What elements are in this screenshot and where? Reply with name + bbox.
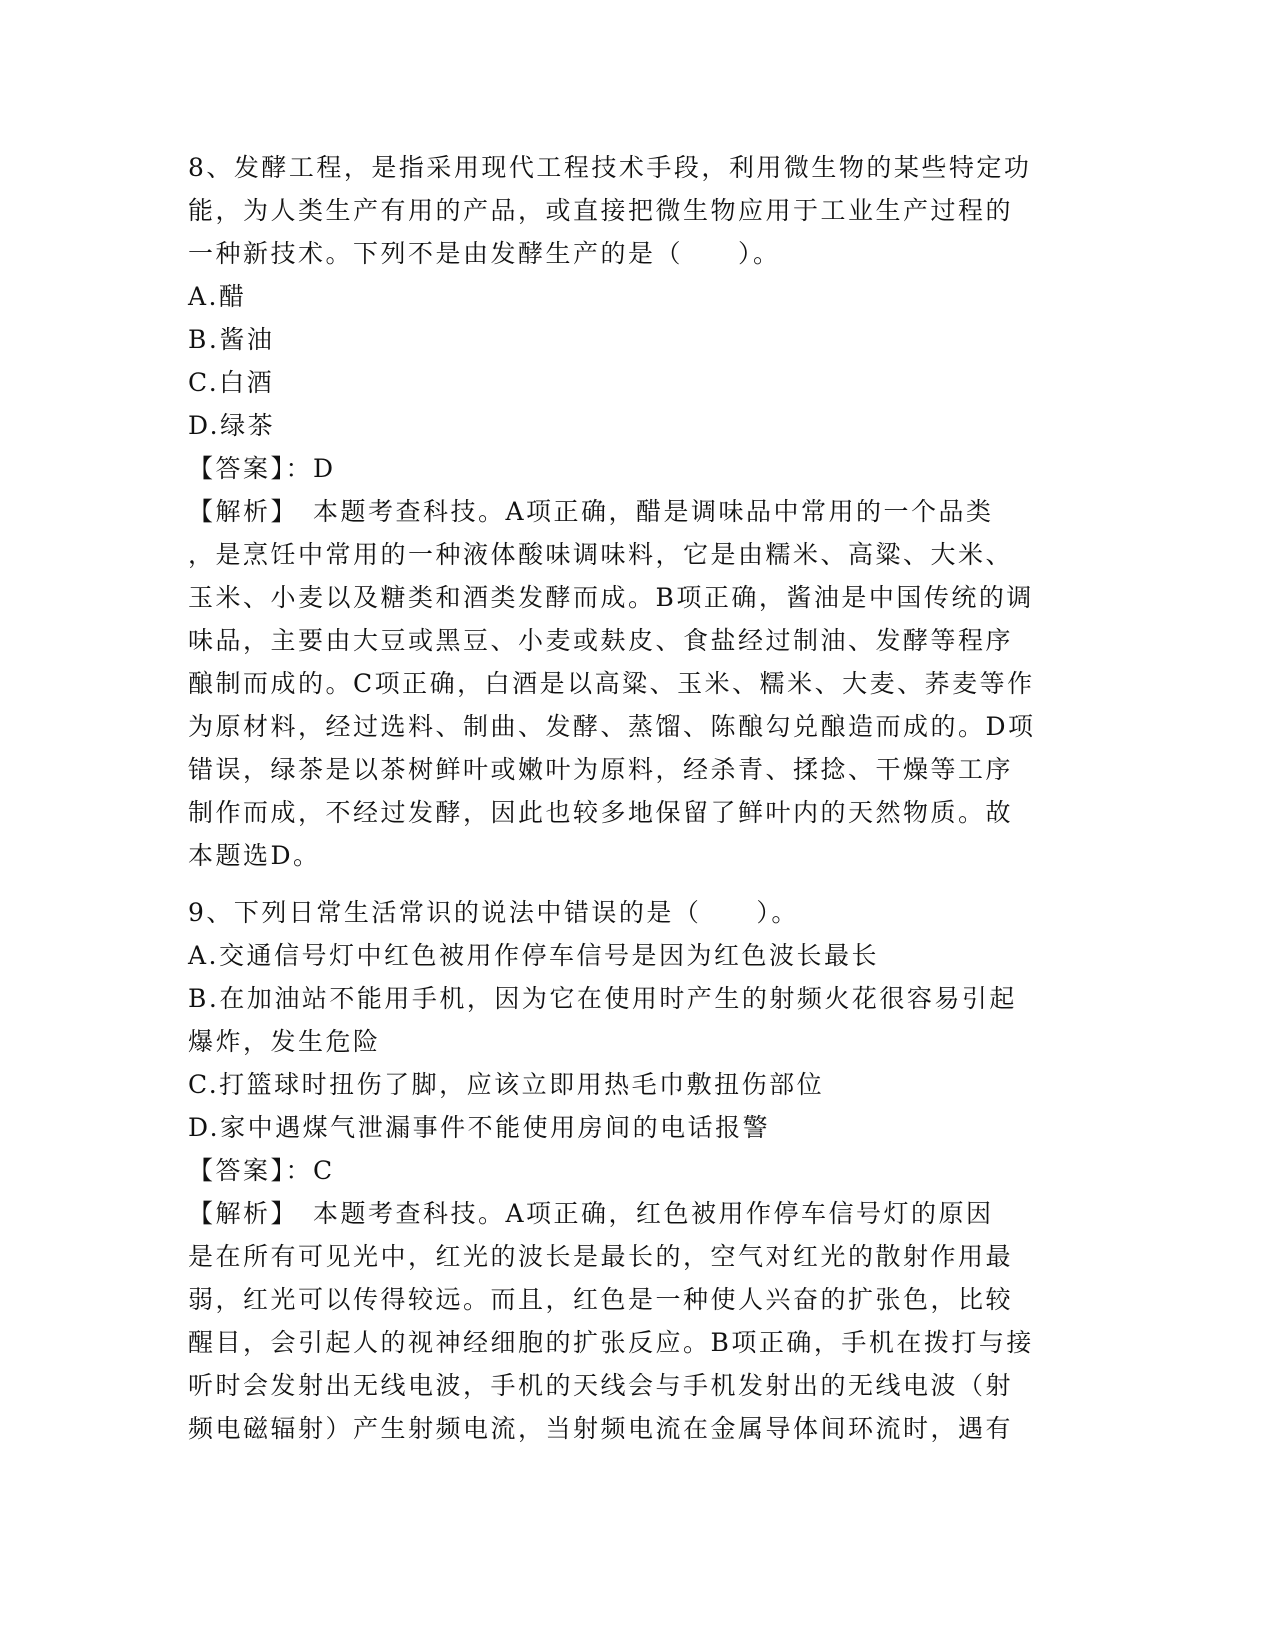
- analysis-line: 听时会发射出无线电波，手机的天线会与手机发射出的无线电波（射: [188, 1371, 1014, 1400]
- question-8: [188, 146, 1088, 877]
- question-9: [188, 891, 1088, 1450]
- analysis-line: 制作而成，不经过发酵，因此也较多地保留了鲜叶内的天然物质。故: [188, 798, 1014, 827]
- analysis-line: 酿制而成的。C项正确，白酒是以高粱、玉米、糯米、大麦、荞麦等作: [188, 669, 1035, 698]
- analysis-line: 味品，主要由大豆或黑豆、小麦或麸皮、食盐经过制油、发酵等程序: [188, 626, 1014, 655]
- option-b: B.在加油站不能用手机，因为它在使用时产生的射频火花很容易引起: [188, 984, 1017, 1013]
- answer-line: 【答案】：C: [188, 1156, 335, 1185]
- document-content: [188, 146, 1088, 1450]
- question-stem-line: 9、下列日常生活常识的说法中错误的是（ ）。: [188, 898, 799, 927]
- analysis-line: 【解析】 本题考查科技。A项正确，红色被用作停车信号灯的原因: [188, 1199, 994, 1228]
- option-b-continued: 爆炸，发生危险: [188, 1027, 381, 1056]
- question-stem-line: 8、发酵工程，是指采用现代工程技术手段，利用微生物的某些特定功: [188, 153, 1032, 182]
- option-d: D.家中遇煤气泄漏事件不能使用房间的电话报警: [188, 1113, 771, 1142]
- analysis-line: 玉米、小麦以及糖类和酒类发酵而成。B项正确，酱油是中国传统的调: [188, 583, 1034, 612]
- analysis-line: ，是烹饪中常用的一种液体酸味调味料，它是由糯米、高粱、大米、: [188, 540, 1014, 569]
- option-c: C.白酒: [188, 368, 275, 397]
- analysis-line: 频电磁辐射）产生射频电流，当射频电流在金属导体间环流时，遇有: [188, 1414, 1014, 1443]
- analysis-line: 为原材料，经过选料、制曲、发酵、蒸馏、陈酿勾兑酿造而成的。D项: [188, 712, 1036, 741]
- analysis-line: 错误，绿茶是以茶树鲜叶或嫩叶为原料，经杀青、揉捻、干燥等工序: [188, 755, 1014, 784]
- question-stem-line: 能，为人类生产有用的产品，或直接把微生物应用于工业生产过程的: [188, 196, 1014, 225]
- option-a: A.醋: [188, 282, 247, 311]
- option-d: D.绿茶: [188, 411, 276, 440]
- analysis-line: 本题选D。: [188, 841, 321, 870]
- option-b: B.酱油: [188, 325, 275, 354]
- analysis-line: 是在所有可见光中，红光的波长是最长的，空气对红光的散射作用最: [188, 1242, 1014, 1271]
- option-a: A.交通信号灯中红色被用作停车信号是因为红色波长最长: [188, 941, 880, 970]
- question-stem-line: 一种新技术。下列不是由发酵生产的是（ ）。: [188, 239, 781, 268]
- answer-line: 【答案】：D: [188, 454, 336, 483]
- analysis-line: 【解析】 本题考查科技。A项正确，醋是调味品中常用的一个品类: [188, 497, 994, 526]
- analysis-line: 弱，红光可以传得较远。而且，红色是一种使人兴奋的扩张色，比较: [188, 1285, 1014, 1314]
- analysis-line: 醒目，会引起人的视神经细胞的扩张反应。B项正确，手机在拨打与接: [188, 1328, 1034, 1357]
- option-c: C.打篮球时扭伤了脚，应该立即用热毛巾敷扭伤部位: [188, 1070, 825, 1099]
